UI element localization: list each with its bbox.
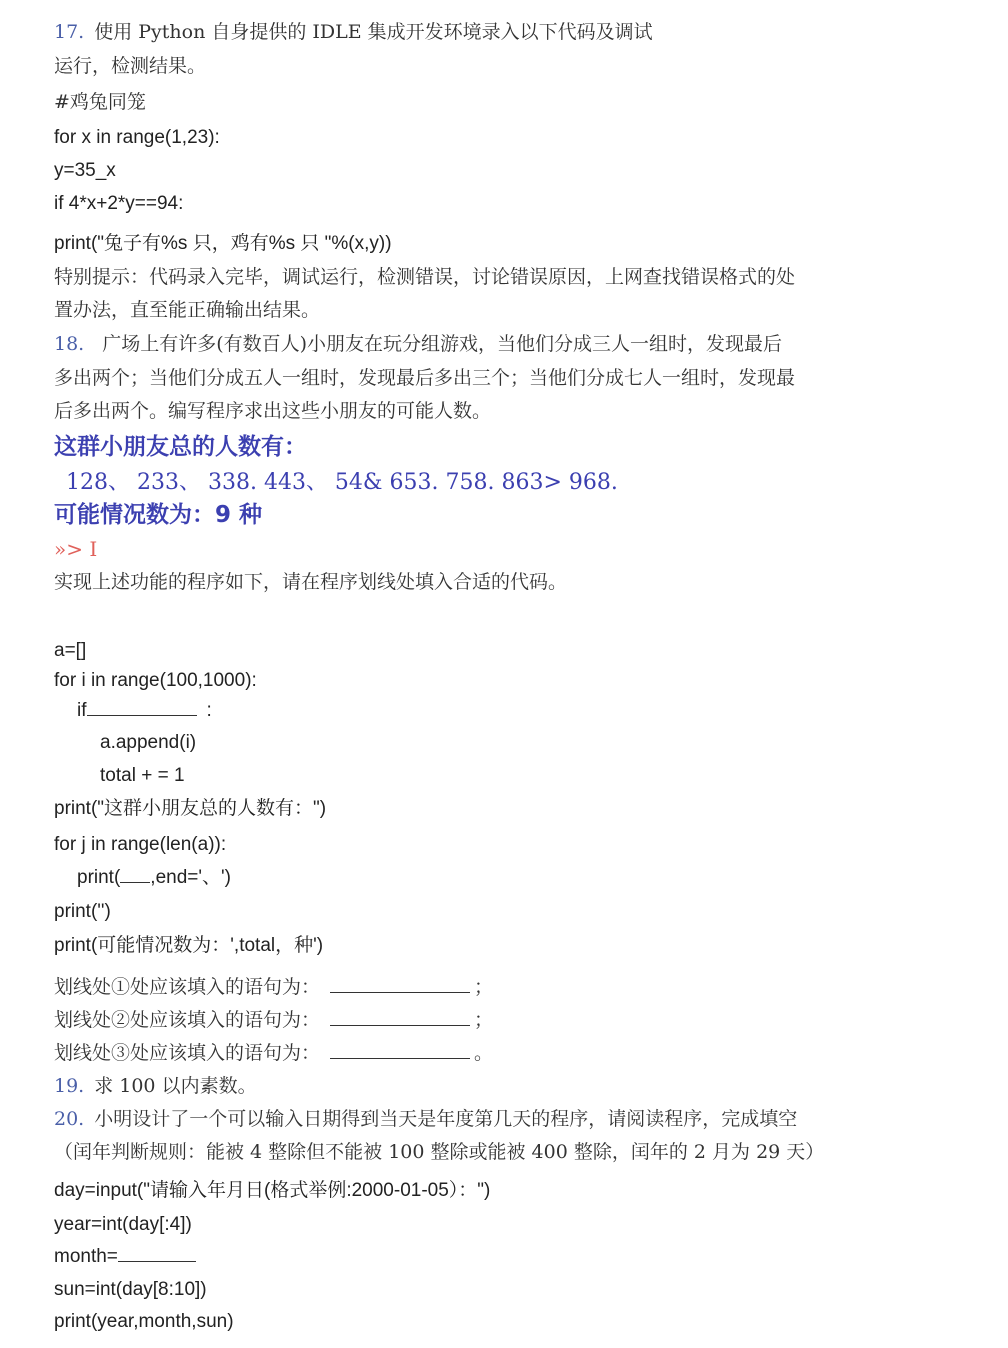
- q18-instruction: 实现上述功能的程序如下，请在程序划线处填入合适的代码。: [54, 571, 568, 593]
- q18-code-for-i: for i in range(100,1000):: [54, 670, 257, 691]
- q17-code-for: for x in range(1,23):: [54, 127, 220, 148]
- fill-1-blank: [330, 992, 470, 993]
- q17-code-comment: #鸡兔同笼: [54, 91, 146, 113]
- fill-1-label: 划线处①处应该填入的语句为：: [54, 976, 321, 998]
- q20-code-year: year=int(day[:4]): [54, 1214, 192, 1235]
- q18-fill-1: [54, 977, 493, 999]
- fill-3-label: 划线处③处应该填入的语句为：: [54, 1042, 321, 1064]
- q18-code-if-colon: :: [206, 700, 212, 721]
- q18-code-if: [77, 700, 212, 722]
- fill-3-sep: 。: [474, 1042, 494, 1064]
- fill-2-blank: [330, 1025, 470, 1026]
- q20-month-blank: [118, 1261, 196, 1262]
- q20-number: 20.: [54, 1108, 85, 1130]
- q18-code-print-count: print(可能情况数为：',total，种'): [54, 935, 324, 956]
- q19-text: 求 100 以内素数。: [94, 1075, 257, 1097]
- q18-output-count: 可能情况数为：9 种: [54, 502, 263, 528]
- q17-number: 17.: [54, 21, 85, 43]
- q18-output-numbers: 128、 233、 338. 443、 54& 653. 758. 863> 968.: [66, 470, 618, 495]
- q18-code-append: a.append(i): [100, 732, 197, 753]
- q17-line1: [54, 22, 653, 44]
- fill-1-sep: ；: [474, 976, 494, 998]
- q18-code-a: a=[]: [54, 640, 87, 661]
- q17-tip-1: 特别提示：代码录入完毕，调试运行，检测错误，讨论错误原因，上网查找错误格式的处: [54, 266, 796, 288]
- fill-2-sep: ；: [474, 1009, 494, 1031]
- q18-line3: 后多出两个。编写程序求出这些小朋友的可能人数。: [54, 400, 492, 422]
- q20-code-month-label: month=: [54, 1246, 118, 1267]
- q18-number: 18.: [54, 333, 85, 355]
- q18-fill-2: [54, 1010, 493, 1032]
- q19-line: [54, 1076, 257, 1098]
- q18-code-if-keyword: if: [77, 700, 87, 721]
- q20-code-sun: sun=int(day[8:10]): [54, 1279, 207, 1300]
- q18-code-print-title: print("这群小朋友总的人数有："): [54, 798, 327, 819]
- q18-code-print-open: print(: [77, 867, 121, 888]
- q17-code-y: y=35_x: [54, 160, 116, 181]
- q18-code-print-end: ,end='、'): [150, 867, 231, 888]
- q18-line1: [54, 334, 782, 356]
- q18-text-1: 广场上有许多(有数百人)小朋友在玩分组游戏，当他们分成三人一组时，发现最后: [102, 333, 783, 355]
- blank-2-line: [120, 882, 150, 883]
- fill-2-label: 划线处②处应该填入的语句为：: [54, 1009, 321, 1031]
- q17-code-print: print("兔子有%s 只，鸡有%s 只 "%(x,y)): [54, 233, 392, 254]
- q18-code-total: total + = 1: [100, 765, 185, 786]
- q17-code-if: if 4*x+2*y==94:: [54, 193, 184, 214]
- q20-code-month: [54, 1246, 196, 1268]
- q20-code-print: print(year,month,sun): [54, 1311, 234, 1332]
- q18-line2: 多出两个；当他们分成五人一组时，发现最后多出三个；当他们分成七人一组时，发现最: [54, 367, 796, 389]
- q19-number: 19.: [54, 1075, 85, 1097]
- q20-line1: [54, 1109, 797, 1131]
- blank-1-line: [87, 715, 197, 716]
- q18-fill-3: [54, 1043, 493, 1065]
- fill-3-blank: [330, 1058, 470, 1059]
- q18-code-print-item: [77, 867, 231, 889]
- q18-output-title: 这群小朋友总的人数有：: [54, 434, 307, 460]
- q20-line2: （闰年判断规则：能被 4 整除但不能被 100 整除或能被 400 整除，闰年的 2 月为 29 天）: [54, 1141, 825, 1163]
- shell-prompt: »> I: [54, 537, 98, 561]
- q17-line2: 运行，检测结果。: [54, 55, 207, 77]
- q17-tip-2: 置办法，直至能正确输出结果。: [54, 299, 321, 321]
- q18-code-for-j: for j in range(len(a)):: [54, 834, 227, 855]
- q17-text-1: 使用 Python 自身提供的 IDLE 集成开发环境录入以下代码及调试: [94, 21, 653, 43]
- q20-text-1: 小明设计了一个可以输入日期得到当天是年度第几天的程序，请阅读程序，完成填空: [94, 1108, 798, 1130]
- q20-code-input: day=input("请输入年月日(格式举例:2000-01-05）："): [54, 1180, 491, 1201]
- q18-code-print-empty: print(''): [54, 901, 111, 922]
